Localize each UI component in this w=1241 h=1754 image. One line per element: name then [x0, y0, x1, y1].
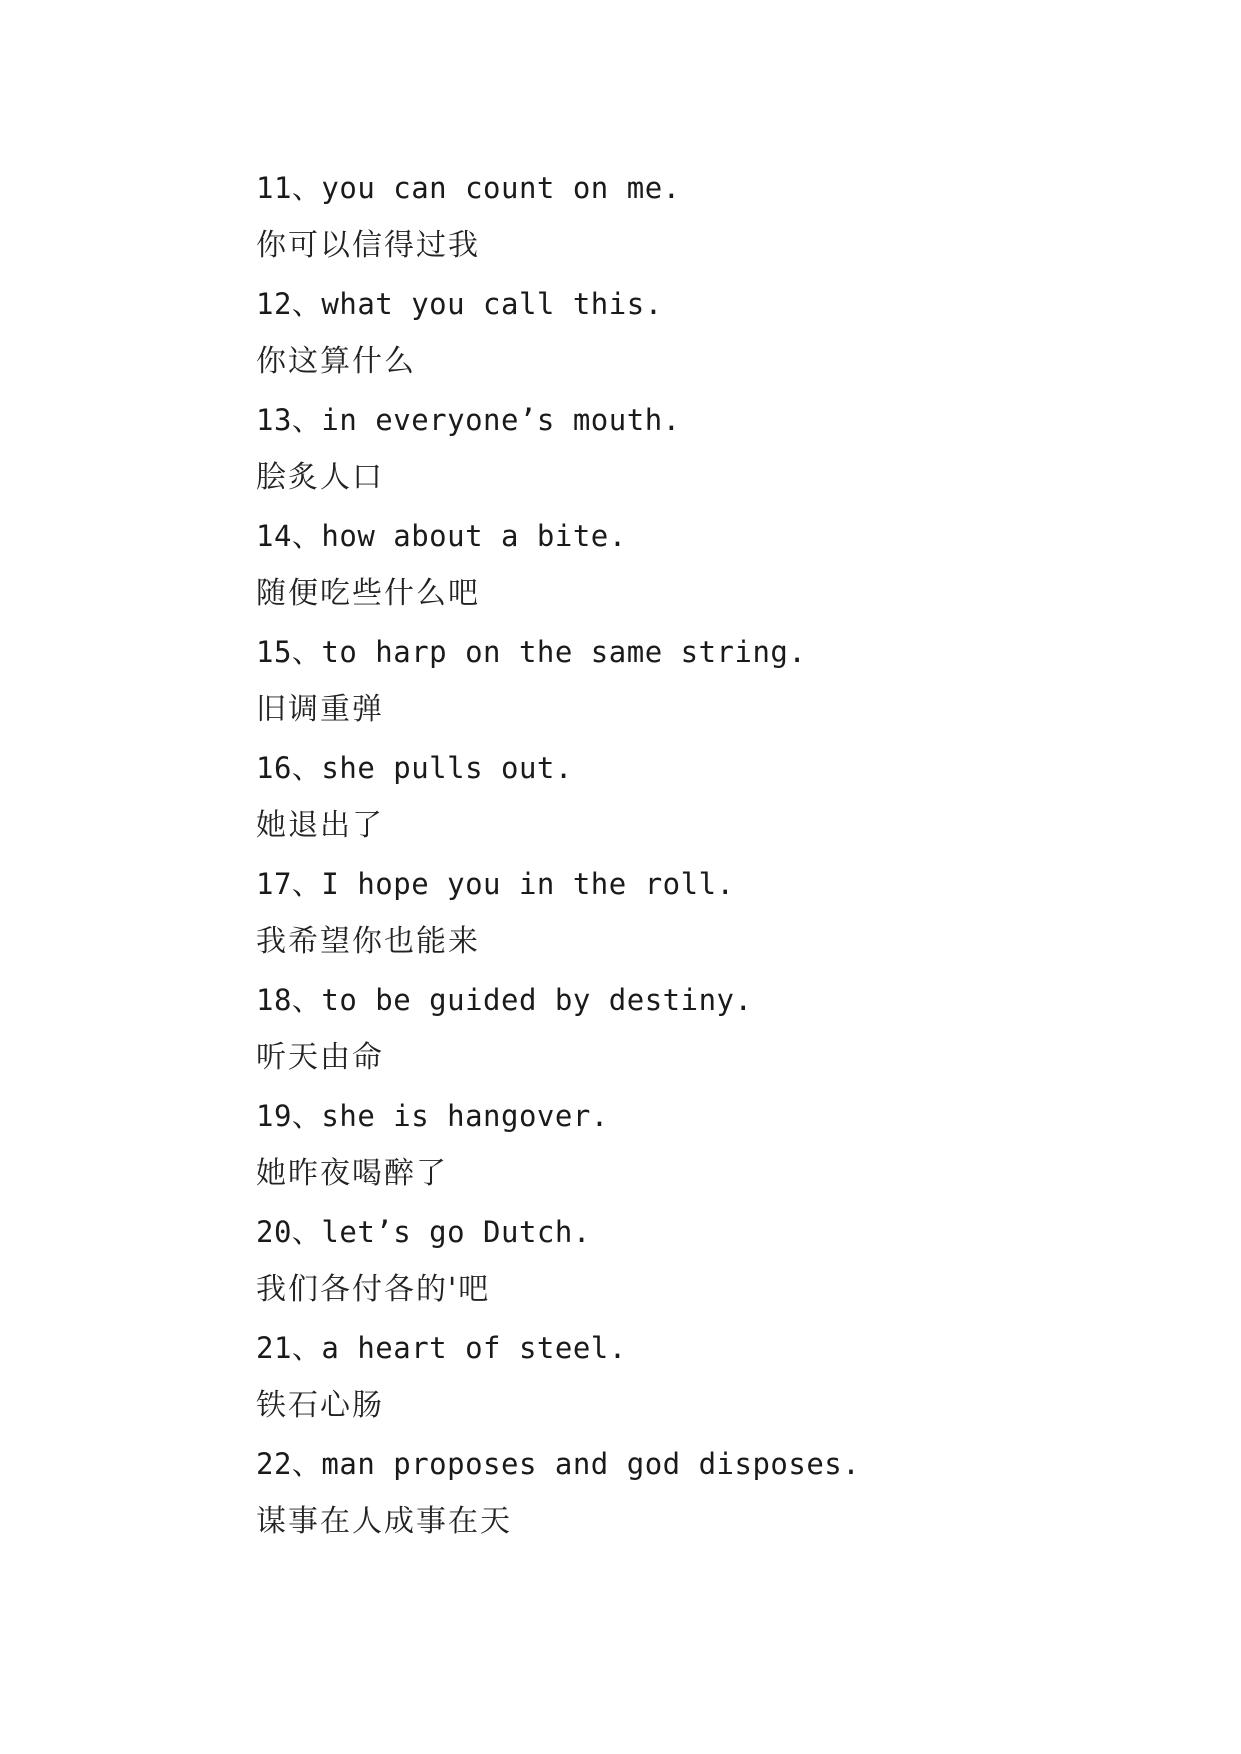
chinese-translation: 脍炙人口 — [256, 460, 384, 495]
phrase-entry-18 — [256, 971, 1156, 1087]
phrase-entry-22 — [256, 1435, 1156, 1551]
phrase-entry-12 — [256, 275, 1156, 391]
chinese-translation: 她昨夜喝醉了 — [256, 1156, 448, 1191]
english-phrase: 14、how about a bite. — [256, 519, 627, 553]
chinese-translation: 听天由命 — [256, 1040, 384, 1075]
english-phrase: 17、I hope you in the roll. — [256, 867, 735, 901]
phrase-entry-17 — [256, 855, 1156, 971]
english-phrase: 16、she pulls out. — [256, 751, 573, 785]
english-phrase: 15、to harp on the same string. — [256, 635, 807, 669]
chinese-translation: 我们各付各的'吧 — [256, 1272, 491, 1307]
english-phrase: 11、you can count on me. — [256, 171, 681, 205]
phrase-entry-15 — [256, 623, 1156, 739]
phrase-entry-14 — [256, 507, 1156, 623]
english-phrase: 22、man proposes and god disposes. — [256, 1447, 861, 1481]
english-phrase: 13、in everyone’s mouth. — [256, 403, 681, 437]
chinese-translation: 你这算什么 — [256, 344, 416, 379]
english-phrase: 21、a heart of steel. — [256, 1331, 627, 1365]
phrase-entry-13 — [256, 391, 1156, 507]
chinese-translation: 你可以信得过我 — [256, 228, 480, 263]
phrase-entry-19 — [256, 1087, 1156, 1203]
phrase-entry-11 — [256, 159, 1156, 275]
english-phrase: 18、to be guided by destiny. — [256, 983, 753, 1017]
english-phrase: 20、let’s go Dutch. — [256, 1215, 591, 1249]
chinese-translation: 随便吃些什么吧 — [256, 576, 480, 611]
chinese-translation: 旧调重弹 — [256, 692, 384, 727]
english-phrase: 19、she is hangover. — [256, 1099, 609, 1133]
phrase-list — [256, 159, 1156, 1551]
chinese-translation: 我希望你也能来 — [256, 924, 480, 959]
chinese-translation: 谋事在人成事在天 — [256, 1504, 512, 1539]
phrase-entry-21 — [256, 1319, 1156, 1435]
english-phrase: 12、what you call this. — [256, 287, 663, 321]
chinese-translation: 铁石心肠 — [256, 1388, 384, 1423]
phrase-entry-20 — [256, 1203, 1156, 1319]
phrase-entry-16 — [256, 739, 1156, 855]
chinese-translation: 她退出了 — [256, 808, 384, 843]
